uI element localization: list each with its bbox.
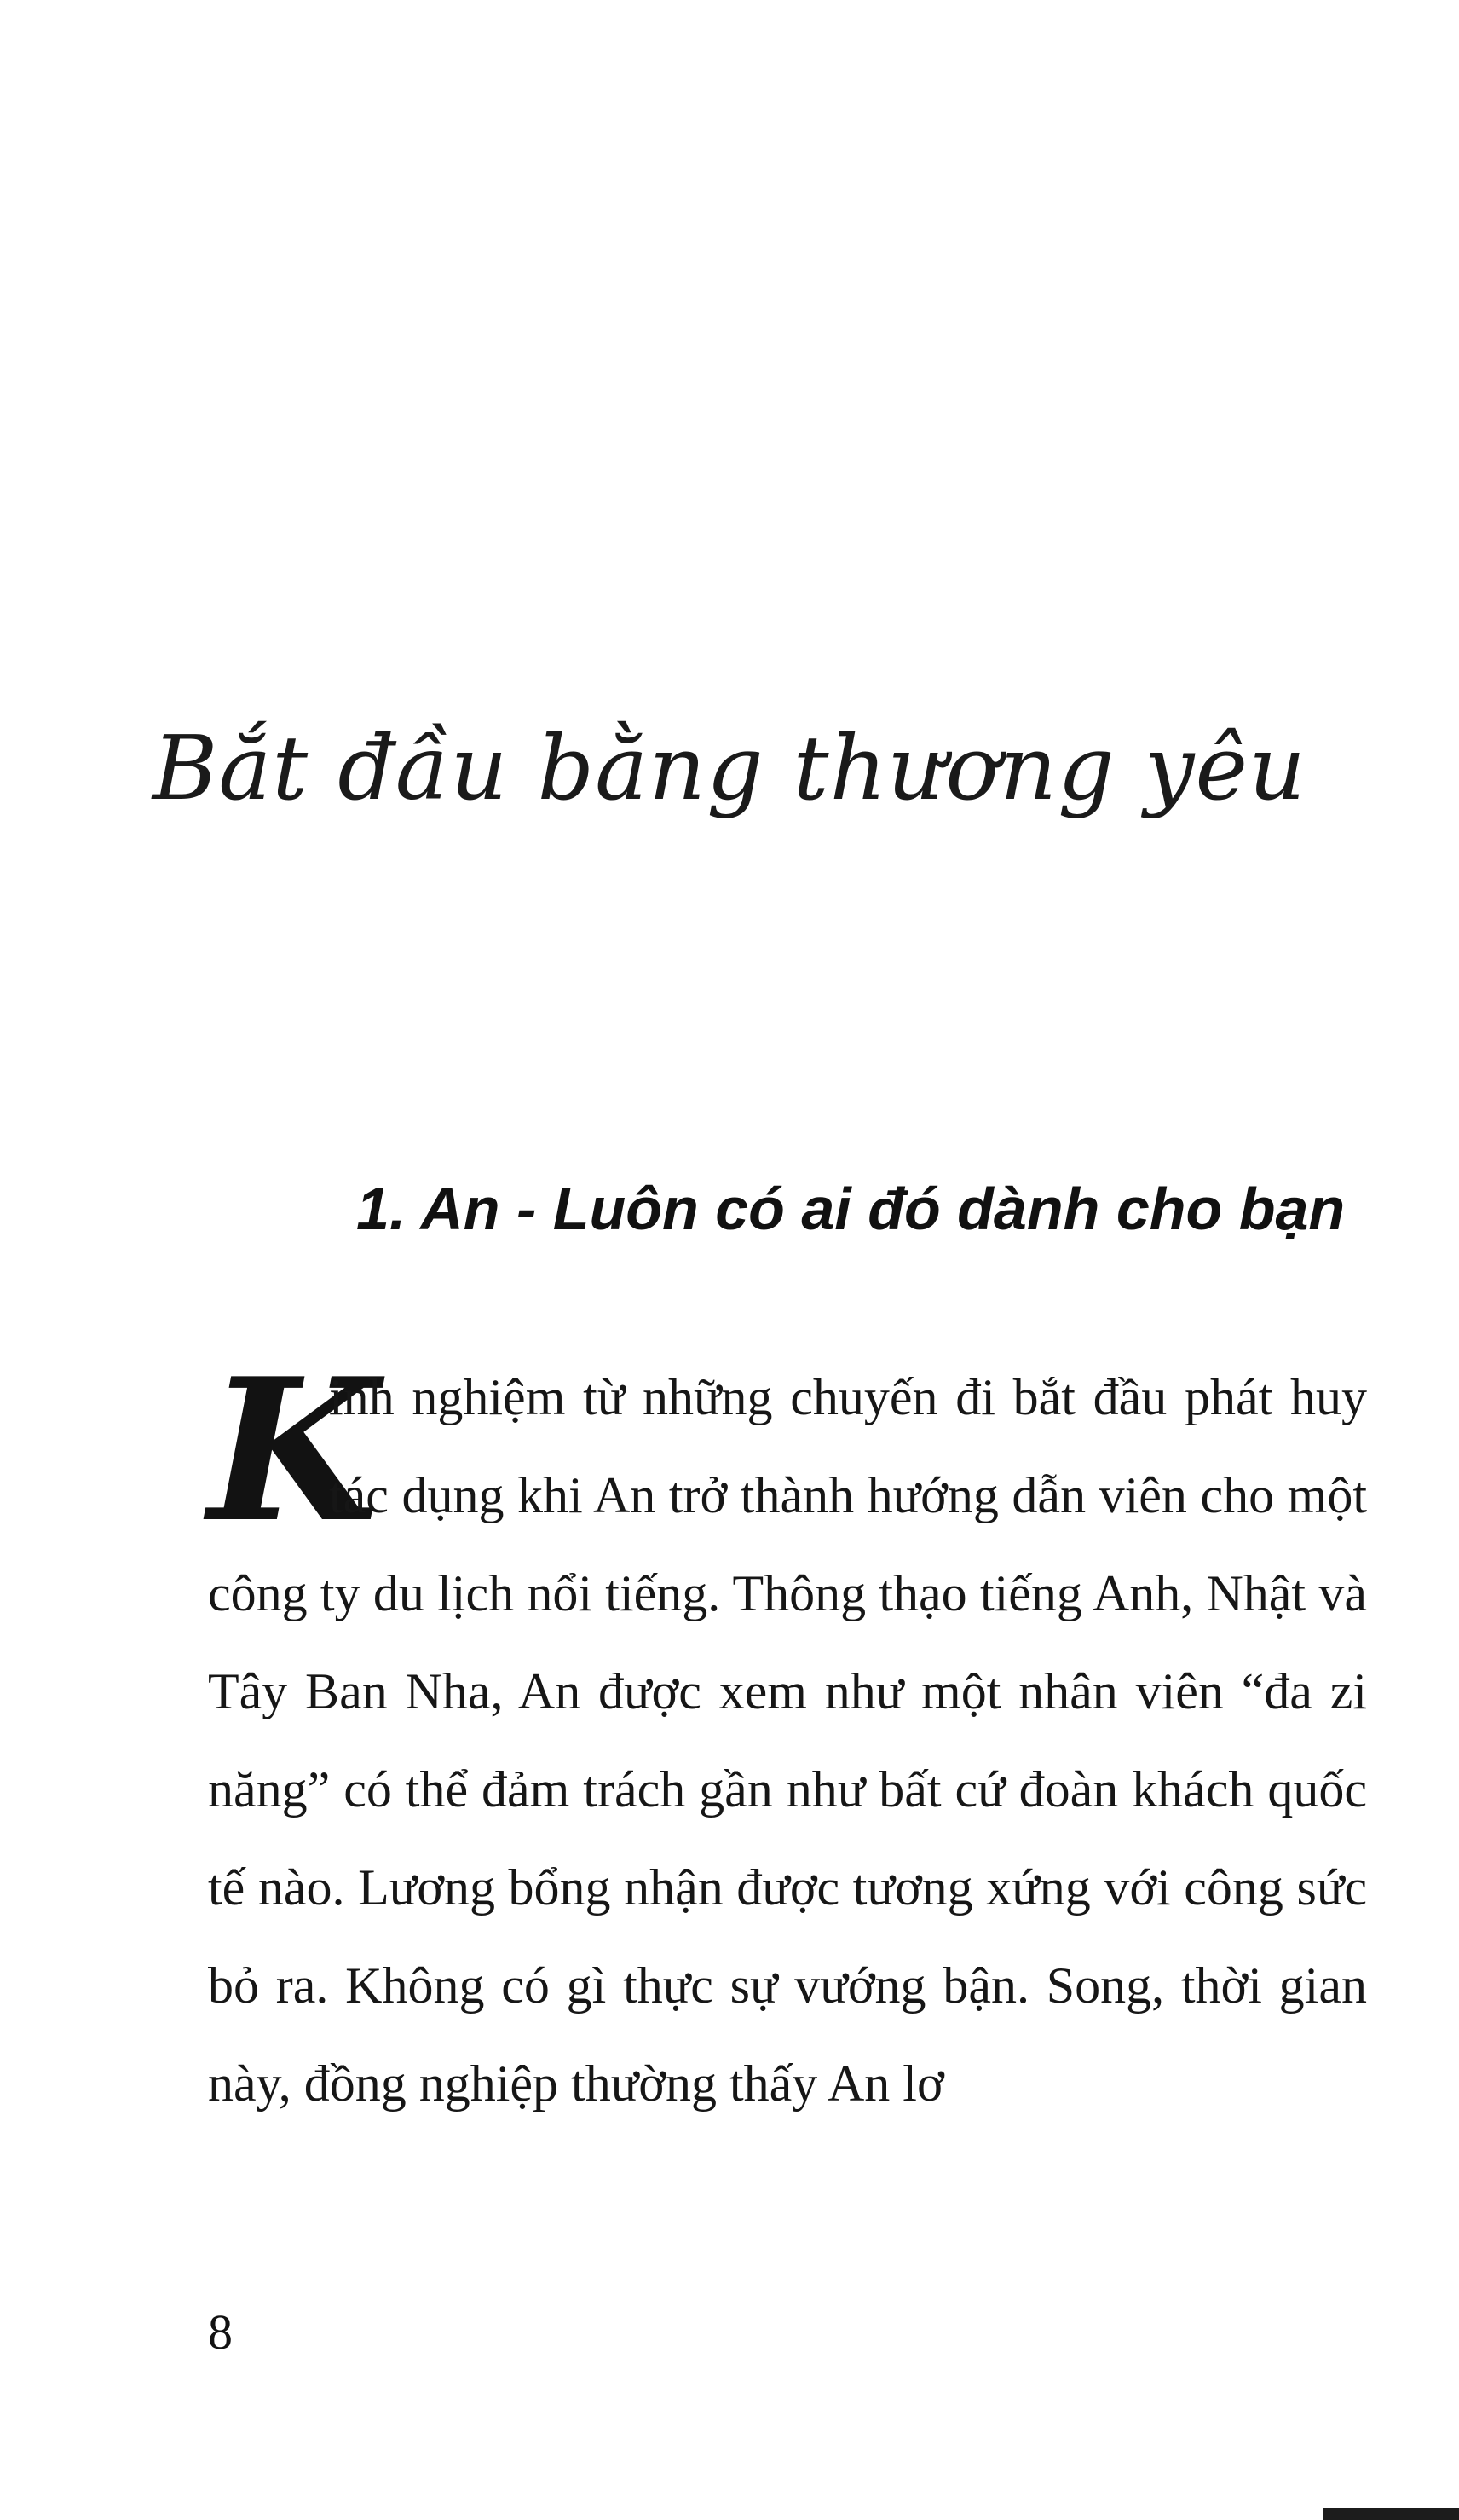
body-paragraph (208, 1336, 1367, 2133)
section-title: Bắt đầu bằng thương yêu (152, 716, 1307, 820)
drop-cap: K (208, 1336, 378, 1566)
chapter-title: 1. An - Luôn có ai đó dành cho bạn (356, 1176, 1346, 1242)
scan-edge-shadow (1323, 2508, 1459, 2520)
body-text: inh nghiệm từ những chuyến đi bắt đầu phát huy tác dụng khi An trở thành hướng dẫn viên cho một công ty du lịch nổi tiếng. Thông thạo tiếng Anh, Nhật và Tây Ban Nha, An được xem như một nhân viên “đa zi năng” có thể đảm trách gần như bất cứ đoàn khách quốc tế nào. Lương bổng nhận được tương xứng với công sức bỏ ra. Không có gì thực sự vướng bận. Song, thời gian này, đồng nghiệp thường thấy An lơ (208, 1369, 1367, 2112)
page-number: 8 (208, 2304, 233, 2360)
